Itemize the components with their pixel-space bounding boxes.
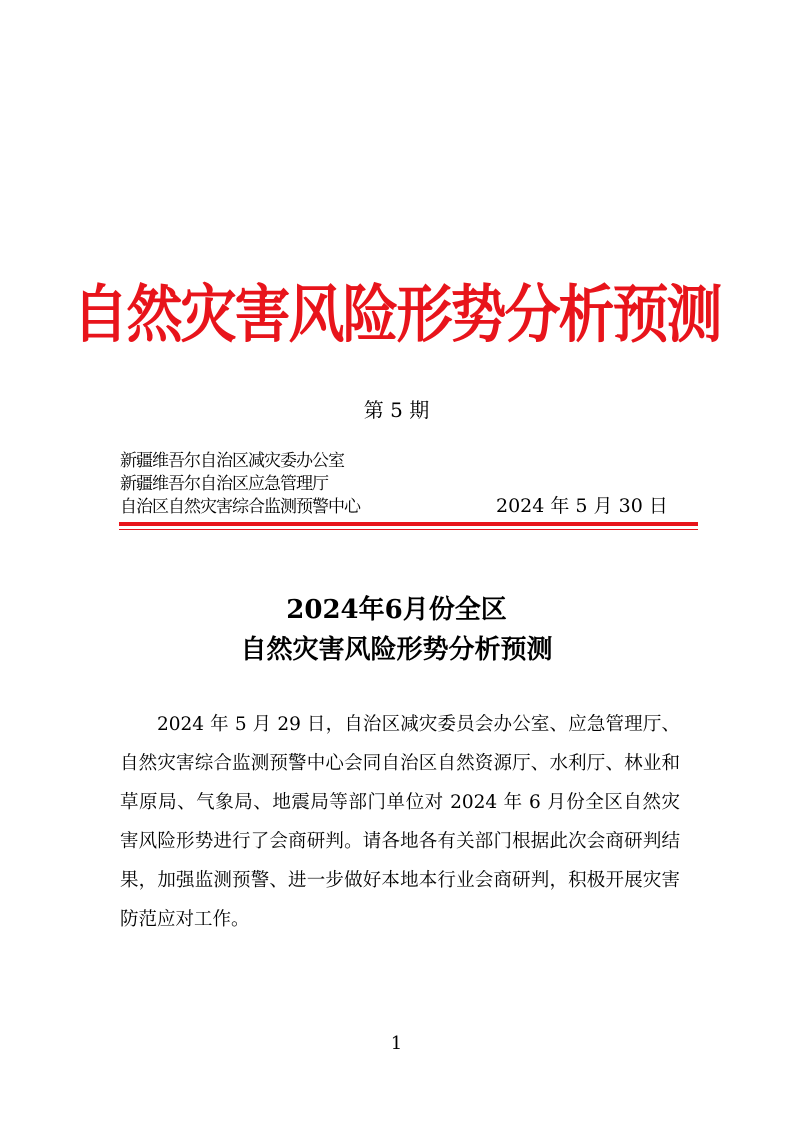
publication-date: 2024 年 5 月 30 日 [496, 495, 668, 517]
issuing-org: 新疆维吾尔自治区应急管理厅 [120, 474, 328, 494]
document-title-line1: 2024年6月份全区 [286, 595, 507, 625]
document-title [0, 590, 793, 670]
masthead-title: 自然灾害风险形势分析预测 [72, 279, 721, 352]
issuing-org: 新疆维吾尔自治区减灾委办公室 [120, 451, 344, 471]
body-paragraph: 2024 年 5 月 29 日，自治区减灾委员会办公室、应急管理厅、自然灾害综合监测预警中心会同自治区自然资源厅、水利厅、林业和草原局、气象局、地震局等部门单位对 2024 年 6 月份全区自然灾害风险形势进行了会商研判。请各地各有关部门根据此次会商研判结果，加强监测预警、进一步做好本地本行业会商研判，积极开展灾害防范应对工作。 [120, 714, 680, 930]
page-number: 1 [390, 1033, 403, 1054]
document-title-line2: 自然灾害风险形势分析预测 [240, 635, 553, 665]
header-divider-thin [119, 529, 698, 530]
issuing-org: 自治区自然灾害综合监测预警中心 [120, 497, 360, 517]
issue-number: 第 5 期 [363, 398, 430, 422]
header-divider-thick [119, 522, 698, 526]
issuing-organizations [120, 450, 360, 519]
